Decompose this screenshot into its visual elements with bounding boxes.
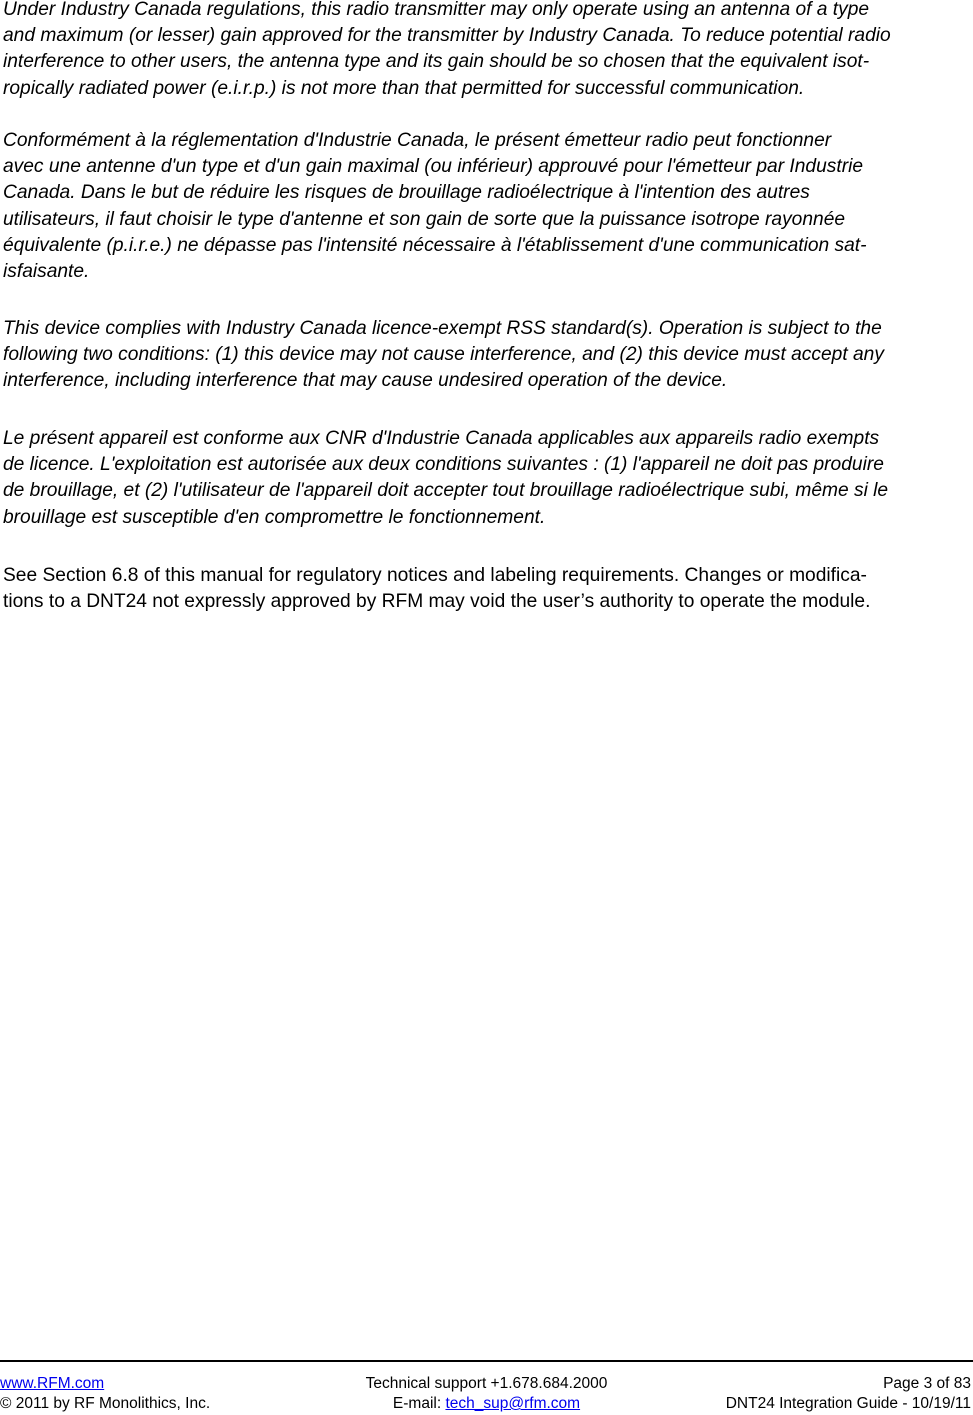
- paragraph-rss-compliance-fr: Le présent appareil est conforme aux CNR d'Industrie Canada applicables aux appareils radio exempts de licence. L'exploitation est autorisée aux deux conditions suivantes : (1) l'appareil ne doit pas produire de brouillage, et (2) l'utilisateur de l'appareil doit accepter tout brouillage radioélectrique subi, même si le brouillage est susceptible d'en compromettre le fonctionnement.: [3, 428, 889, 528]
- footer-row-2: [0, 1394, 973, 1414]
- page-number: Page 3 of 83: [883, 1375, 971, 1392]
- footer-divider: [0, 1360, 973, 1362]
- paragraph-ic-regulations-fr: Conformément à la réglementation d'Industrie Canada, le présent émetteur radio peut fonctionner avec une antenne d'un type et d'un gain maximal (ou inférieur) approuvé pour l'émetteur par Industrie Canada. Dans le but de réduire les risques de brouillage radioélectrique à l'intention des autres utilisateurs, il faut choisir le type d'antenne et son gain de sorte que la puissance isotrope rayonnée équivalente (p.i.r.e.) ne dépasse pas l'intensité nécessaire à l'établissement d'une communication sat- isfaisante.: [3, 130, 867, 283]
- paragraph-regulatory-notice: See Section 6.8 of this manual for regulatory notices and labeling requirements. Changes or modifica- tions to a DNT24 not expressly approved by RFM may void the user’s authority to operate the module.: [3, 565, 871, 613]
- copyright: © 2011 by RF Monolithics, Inc.: [0, 1395, 211, 1412]
- website-link[interactable]: www.RFM.com: [0, 1375, 105, 1392]
- technical-support: Technical support +1.678.684.2000: [365, 1375, 608, 1392]
- guide-title-date: DNT24 Integration Guide - 10/19/11: [725, 1395, 971, 1412]
- email-label: E-mail:: [392, 1395, 446, 1412]
- email-link[interactable]: tech_sup@rfm.com: [445, 1395, 581, 1412]
- footer-row-1: [0, 1374, 973, 1394]
- paragraph-rss-compliance-en: This device complies with Industry Canada licence-exempt RSS standard(s). Operation is subject to the following two conditions: (1) this device may not cause interference, and (2) this device must accept any interference, including interference that may cause undesired operation of the device.: [3, 318, 884, 392]
- paragraph-ic-regulations-en: Under Industry Canada regulations, this radio transmitter may only operate using an antenna of a type and maximum (or lesser) gain approved for the transmitter by Industry Canada. To reduce potential radio interference to other users, the antenna type and its gain should be so chosen that the equivalent isot- ropically radiated power (e.i.r.p.) is not more than that permitted for successful communication.: [3, 0, 891, 99]
